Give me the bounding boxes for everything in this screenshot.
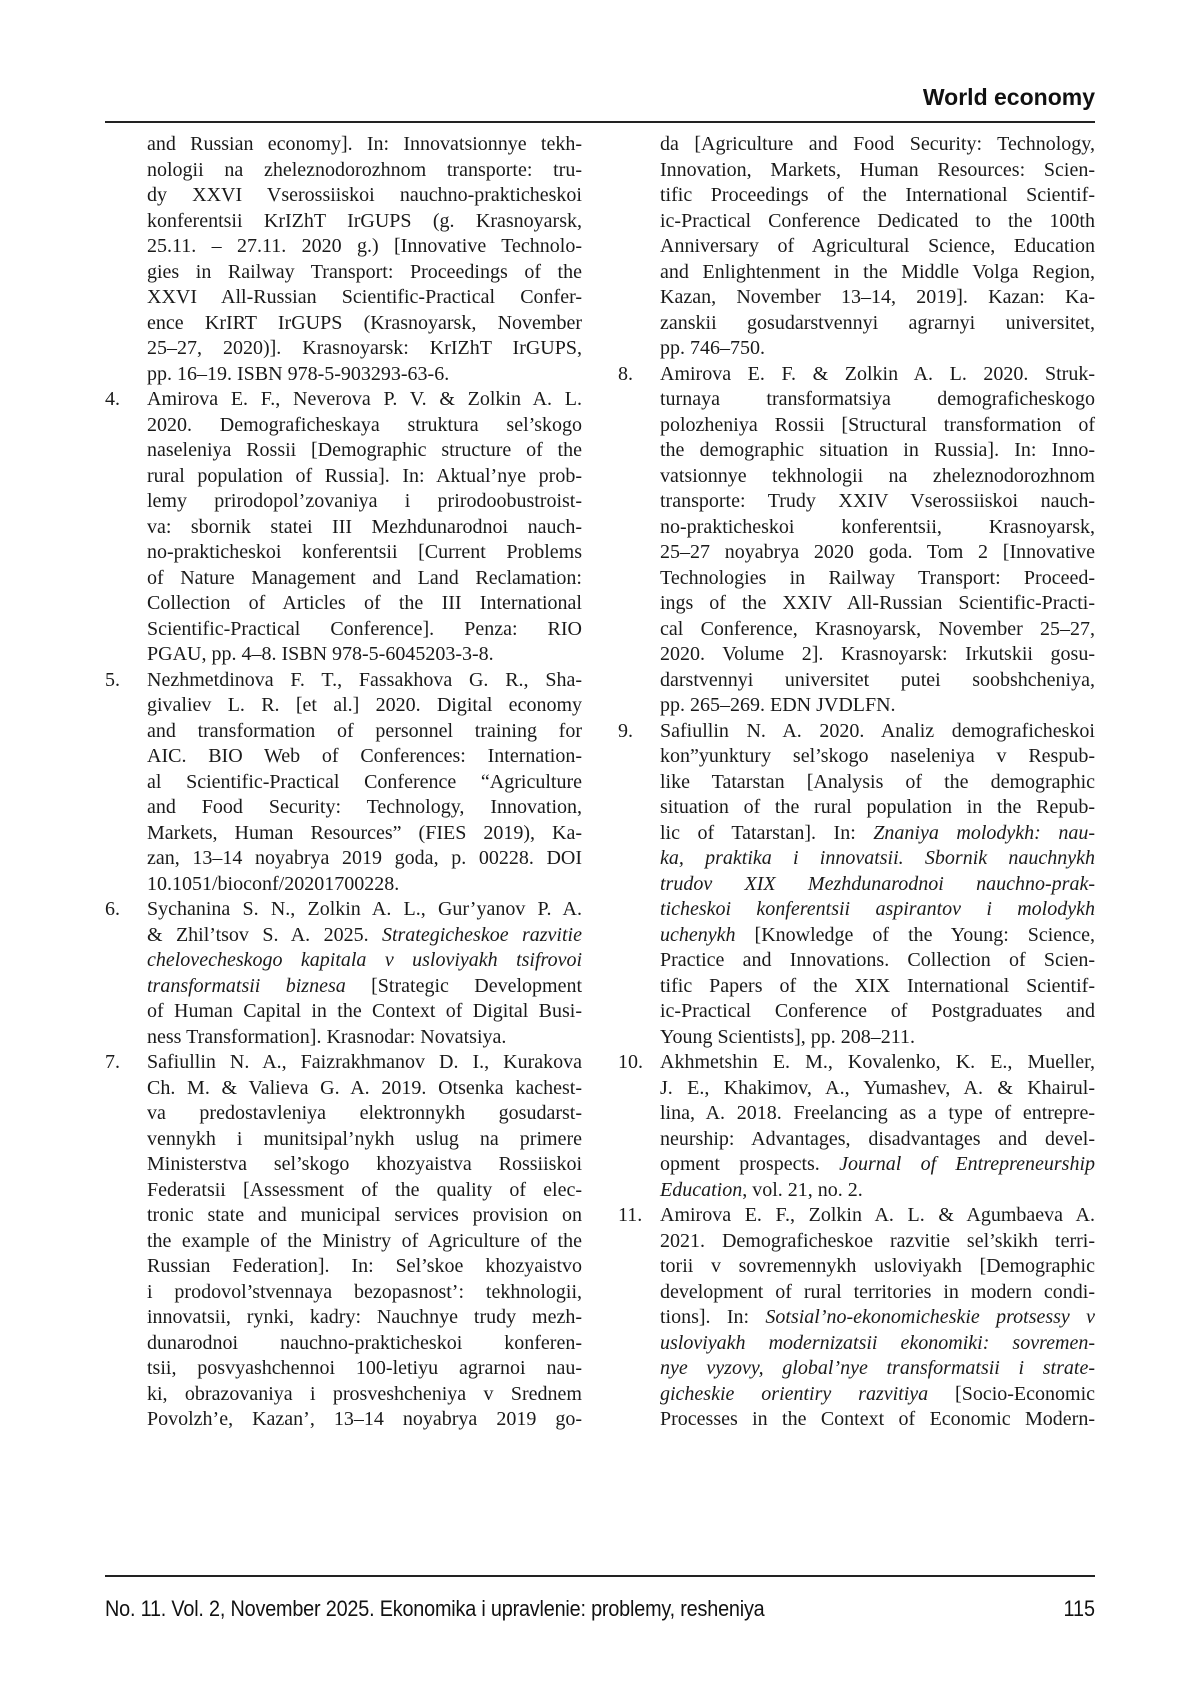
- text-segment: like Tatarstan [Analysis of the demographic: [660, 771, 1095, 793]
- text-segment: Safiullin N. A., Faizrakhmanov D. I., Kurakova: [147, 1051, 582, 1073]
- italic-title-segment: Education: [660, 1179, 742, 1201]
- reference-text-line: [660, 1127, 1095, 1153]
- text-segment: Federatsii [Assessment of the quality of elec-: [147, 1179, 582, 1201]
- text-segment: & Zhil’tsov S. A. 2025.: [147, 924, 382, 946]
- reference-text-line: [660, 362, 1095, 388]
- reference-text-line: [147, 872, 582, 898]
- reference-number: 4.: [105, 387, 120, 413]
- reference-text-line: [660, 1178, 1095, 1204]
- reference-text-line: [147, 1152, 582, 1178]
- text-segment: neurship: Advantages, disadvantages and devel-: [660, 1128, 1095, 1150]
- reference-text-line: [147, 999, 582, 1025]
- text-segment: polozheniya Rossii [Structural transformation of: [660, 414, 1095, 436]
- reference-text-line: [660, 1152, 1095, 1178]
- reference-text-line: [147, 923, 582, 949]
- reference-text-line: [147, 489, 582, 515]
- reference-text-line: [660, 617, 1095, 643]
- reference-text-line: [660, 693, 1095, 719]
- reference-text-line: [147, 413, 582, 439]
- reference-text-line: [660, 1407, 1095, 1433]
- text-segment: innovatsii, rynki, kadry: Nauchnye trudy mezh-: [147, 1306, 582, 1328]
- reference-text-line: [147, 285, 582, 311]
- reference-text-line: [147, 209, 582, 235]
- text-segment: 2021. Demograficheskoe razvitie sel’skikh terri-: [660, 1230, 1095, 1252]
- italic-title-segment: trudov XIX Mezhdunarodnoi nauchno-prak-: [660, 873, 1095, 895]
- italic-title-segment: gicheskie orientiry razvitiya: [660, 1383, 928, 1405]
- text-segment: tific Papers of the XIX International Scientif-: [660, 975, 1095, 997]
- reference-number: 11.: [618, 1203, 642, 1229]
- text-segment: da [Agriculture and Food Security: Technology,: [660, 133, 1095, 155]
- text-segment: kon”yunktury sel’skogo naseleniya v Respub-: [660, 745, 1095, 767]
- reference-text-line: [660, 770, 1095, 796]
- reference-text-line: [147, 1178, 582, 1204]
- reference-text-line: [147, 617, 582, 643]
- text-segment: transporte: Trudy XXIV Vserossiiskoi nauch-: [660, 490, 1095, 512]
- reference-text-line: [660, 948, 1095, 974]
- text-segment: Akhmetshin E. M., Kovalenko, K. E., Mueller,: [660, 1051, 1095, 1073]
- text-segment: Practice and Innovations. Collection of Scien-: [660, 949, 1095, 971]
- text-segment: dunarodnoi nauchno-prakticheskoi konferen-: [147, 1332, 582, 1354]
- reference-text-line: [147, 464, 582, 490]
- text-segment: 25–27 noyabrya 2020 goda. Tom 2 [Innovative: [660, 541, 1095, 563]
- text-segment: ings of the XXIV All-Russian Scientific-Practi-: [660, 592, 1095, 614]
- reference-text-line: [147, 234, 582, 260]
- text-segment: Collection of Articles of the III International: [147, 592, 582, 614]
- reference-item: [618, 1050, 1095, 1203]
- reference-text-line: [147, 719, 582, 745]
- reference-text-line: [147, 1025, 582, 1051]
- references-column-left: [105, 132, 582, 1433]
- reference-text-line: [660, 897, 1095, 923]
- italic-title-segment: Strategicheskoe razvitie: [382, 924, 582, 946]
- italic-title-segment: ka, praktika i innovatsii. Sbornik nauchnykh: [660, 847, 1095, 869]
- text-segment: zan, 13–14 noyabrya 2019 goda, p. 00228. DOI: [147, 847, 582, 869]
- reference-text-line: [660, 234, 1095, 260]
- text-segment: [Socio-Economic: [928, 1383, 1095, 1405]
- reference-text-line: [147, 795, 582, 821]
- text-segment: Povolzh’e, Kazan’, 13–14 noyabrya 2019 go-: [147, 1408, 582, 1430]
- text-segment: no-prakticheskoi konferentsii, Krasnoyarsk,: [660, 516, 1095, 538]
- text-segment: Innovation, Markets, Human Resources: Scien-: [660, 159, 1095, 181]
- reference-item: [105, 668, 582, 898]
- page-number: 115: [1063, 1596, 1095, 1622]
- text-segment: PGAU, pp. 4–8. ISBN 978-5-6045203-3-8.: [147, 643, 494, 665]
- reference-text-line: [147, 1356, 582, 1382]
- text-segment: Sychanina S. N., Zolkin A. L., Gur’yanov P. A.: [147, 898, 582, 920]
- reference-number: 6.: [105, 897, 120, 923]
- text-segment: Scientific-Practical Conference]. Penza: RIO: [147, 618, 582, 640]
- reference-text-line: [147, 744, 582, 770]
- text-segment: darstvennyi universitet putei soobshcheniya,: [660, 669, 1095, 691]
- text-segment: lina, A. 2018. Freelancing as a type of entrepre-: [660, 1102, 1095, 1124]
- text-segment: Technologies in Railway Transport: Proceed-: [660, 567, 1095, 589]
- reference-text-line: [147, 591, 582, 617]
- text-segment: va: sbornik statei III Mezhdunarodnoi nauch-: [147, 516, 582, 538]
- text-segment: 2020. Volume 2]. Krasnoyarsk: Irkutskii gosu-: [660, 643, 1095, 665]
- text-segment: Amirova E. F., Zolkin A. L. & Agumbaeva A.: [660, 1204, 1095, 1226]
- text-segment: 25.11. – 27.11. 2020 g.) [Innovative Technolo-: [147, 235, 582, 257]
- text-segment: Processes in the Context of Economic Modern-: [660, 1408, 1095, 1430]
- journal-info: No. 11. Vol. 2, November 2025. Ekonomika i upravlenie: problemy, resheniya: [105, 1596, 765, 1622]
- reference-text-line: [660, 642, 1095, 668]
- text-segment: konferentsii KrIZhT IrGUPS (g. Krasnoyarsk,: [147, 210, 582, 232]
- text-segment: vatsionnye tekhnologii na zheleznodorozhnom: [660, 465, 1095, 487]
- reference-text-line: [147, 260, 582, 286]
- reference-text-line: [660, 260, 1095, 286]
- reference-text-line: [660, 1050, 1095, 1076]
- reference-item: [618, 719, 1095, 1051]
- text-segment: torii v sovremennykh usloviyakh [Demographic: [660, 1255, 1095, 1277]
- text-segment: naseleniya Rossii [Demographic structure of the: [147, 439, 582, 461]
- text-segment: and Food Security: Technology, Innovation,: [147, 796, 582, 818]
- reference-text-line: [147, 668, 582, 694]
- text-segment: Nezhmetdinova F. T., Fassakhova G. R., Sha-: [147, 669, 582, 691]
- reference-text-line: [660, 311, 1095, 337]
- reference-text-line: [660, 1382, 1095, 1408]
- reference-text-line: [147, 1076, 582, 1102]
- text-segment: of Nature Management and Land Reclamation:: [147, 567, 582, 589]
- reference-text-line: [147, 566, 582, 592]
- text-segment: [Strategic Development: [346, 975, 582, 997]
- reference-text-line: [660, 1229, 1095, 1255]
- text-segment: rural population of Russia]. In: Aktual’nye prob-: [147, 465, 582, 487]
- reference-text-line: [660, 1280, 1095, 1306]
- reference-text-line: [660, 464, 1095, 490]
- reference-text-line: [147, 540, 582, 566]
- text-segment: dy XXVI Vserossiiskoi nauchno-prakticheskoi: [147, 184, 582, 206]
- text-segment: ic-Practical Conference Dedicated to the 100th: [660, 210, 1095, 232]
- text-segment: va predostavleniya elektronnykh gosudarst-: [147, 1102, 582, 1124]
- reference-text-line: [660, 540, 1095, 566]
- reference-text-line: [660, 795, 1095, 821]
- reference-text-line: [147, 1305, 582, 1331]
- reference-text-line: [147, 336, 582, 362]
- reference-text-line: [660, 668, 1095, 694]
- text-segment: AIC. BIO Web of Conferences: Internation-: [147, 745, 582, 767]
- text-segment: Safiullin N. A. 2020. Analiz demograficheskoi: [660, 720, 1095, 742]
- reference-text-line: [660, 285, 1095, 311]
- italic-title-segment: Sotsial’no-ekonomicheskie protsessy v: [765, 1306, 1095, 1328]
- text-segment: situation of the rural population in the Repub-: [660, 796, 1095, 818]
- reference-text-line: [147, 846, 582, 872]
- text-segment: zanskii gosudarstvennyi agrarnyi universitet,: [660, 312, 1095, 334]
- reference-text-line: [660, 1331, 1095, 1357]
- text-segment: ki, obrazovaniya i prosveshcheniya v Srednem: [147, 1383, 582, 1405]
- reference-text-line: [660, 1305, 1095, 1331]
- reference-text-line: [660, 387, 1095, 413]
- reference-text-line: [660, 846, 1095, 872]
- italic-title-segment: usloviyakh modernizatsii ekonomiki: sovremen-: [660, 1332, 1095, 1354]
- text-segment: lic of Tatarstan]. In:: [660, 822, 873, 844]
- text-segment: 2020. Demograficheskaya struktura sel’skogo: [147, 414, 582, 436]
- reference-text-line: [147, 821, 582, 847]
- reference-text-line: [660, 1101, 1095, 1127]
- reference-item: [105, 897, 582, 1050]
- text-segment: 10.1051/bioconf/20201700228.: [147, 873, 399, 895]
- reference-text-line: [147, 1254, 582, 1280]
- reference-text-line: [660, 1356, 1095, 1382]
- reference-text-line: [147, 387, 582, 413]
- reference-text-line: [147, 1127, 582, 1153]
- reference-text-line: [147, 362, 582, 388]
- text-segment: tsii, posvyashchennoi 100-letiyu agrarnoi nau-: [147, 1357, 582, 1379]
- text-segment: pp. 16–19. ISBN 978-5-903293-63-6.: [147, 363, 449, 385]
- section-title: World economy: [923, 84, 1095, 111]
- text-segment: lemy prirodopol’zovaniya i prirodoobustroist-: [147, 490, 582, 512]
- text-segment: Amirova E. F., Neverova P. V. & Zolkin A. L.: [147, 388, 582, 410]
- reference-number: 7.: [105, 1050, 120, 1076]
- header-rule: [105, 121, 1095, 123]
- text-segment: opment prospects.: [660, 1153, 839, 1175]
- reference-text-line: [660, 515, 1095, 541]
- reference-text-line: [660, 183, 1095, 209]
- text-segment: 25–27, 2020)]. Krasnoyarsk: KrIZhT IrGUPS,: [147, 337, 582, 359]
- reference-item: [105, 1050, 582, 1433]
- text-segment: Anniversary of Agricultural Science, Education: [660, 235, 1095, 257]
- reference-text-line: [147, 1382, 582, 1408]
- reference-text-line: [660, 209, 1095, 235]
- reference-text-line: [660, 1203, 1095, 1229]
- reference-text-line: [147, 1203, 582, 1229]
- text-segment: Russian Federation]. In: Sel’skoe khozyaistvo: [147, 1255, 582, 1277]
- reference-text-line: [147, 897, 582, 923]
- text-segment: the demographic situation in Russia]. In: Inno-: [660, 439, 1095, 461]
- reference-number: 5.: [105, 668, 120, 694]
- reference-text-line: [660, 1025, 1095, 1051]
- reference-text-line: [660, 1076, 1095, 1102]
- text-segment: of Human Capital in the Context of Digital Busi-: [147, 1000, 582, 1022]
- reference-text-line: [660, 438, 1095, 464]
- text-segment: al Scientific-Practical Conference “Agriculture: [147, 771, 582, 793]
- text-segment: development of rural territories in modern condi-: [660, 1281, 1095, 1303]
- text-segment: pp. 746–750.: [660, 337, 765, 359]
- reference-text-line: [147, 1331, 582, 1357]
- italic-title-segment: ticheskoi konferentsii aspirantov i molodykh: [660, 898, 1095, 920]
- reference-text-line: [147, 183, 582, 209]
- text-segment: nologii na zheleznodorozhnom transporte: tru-: [147, 159, 582, 181]
- reference-text-line: [147, 132, 582, 158]
- italic-title-segment: uchenykh: [660, 924, 736, 946]
- text-segment: Amirova E. F. & Zolkin A. L. 2020. Struk-: [660, 363, 1095, 385]
- reference-text-line: [660, 566, 1095, 592]
- reference-text-line: [660, 132, 1095, 158]
- reference-text-line: [147, 438, 582, 464]
- reference-text-line: [147, 311, 582, 337]
- text-segment: Young Scientists], pp. 208–211.: [660, 1026, 915, 1048]
- text-segment: tions]. In:: [660, 1306, 765, 1328]
- text-segment: no-prakticheskoi konferentsii [Current Problems: [147, 541, 582, 563]
- text-segment: J. E., Khakimov, A., Yumashev, A. & Khairul-: [660, 1077, 1095, 1099]
- reference-text-line: [660, 999, 1095, 1025]
- italic-title-segment: nye vyzovy, global’nye transformatsii i strate-: [660, 1357, 1095, 1379]
- text-segment: ness Transformation]. Krasnodar: Novatsiya.: [147, 1026, 506, 1048]
- reference-item: [105, 387, 582, 668]
- text-segment: gies in Railway Transport: Proceedings of the: [147, 261, 582, 283]
- text-segment: and Enlightenment in the Middle Volga Region,: [660, 261, 1095, 283]
- reference-text-line: [660, 158, 1095, 184]
- reference-continuation: [105, 132, 582, 387]
- reference-text-line: [147, 158, 582, 184]
- reference-item: [618, 362, 1095, 719]
- reference-text-line: [147, 948, 582, 974]
- reference-number: 10.: [618, 1050, 643, 1076]
- text-segment: and Russian economy]. In: Innovatsionnye tekh-: [147, 133, 582, 155]
- text-segment: Ministerstva sel’skogo khozyaistva Rossiiskoi: [147, 1153, 582, 1175]
- reference-text-line: [147, 1280, 582, 1306]
- reference-text-line: [660, 872, 1095, 898]
- references-column-right: [618, 132, 1095, 1433]
- reference-text-line: [147, 974, 582, 1000]
- reference-text-line: [660, 591, 1095, 617]
- reference-text-line: [660, 719, 1095, 745]
- reference-number: 9.: [618, 719, 633, 745]
- text-segment: givaliev L. R. [et al.] 2020. Digital economy: [147, 694, 582, 716]
- reference-text-line: [660, 413, 1095, 439]
- italic-title-segment: chelovecheskogo kapitala v usloviyakh tsifrovoi: [147, 949, 582, 971]
- text-segment: i prodovol’stvennaya bezopasnost’: tekhnologii,: [147, 1281, 582, 1303]
- reference-item: [618, 1203, 1095, 1433]
- text-segment: Ch. M. & Valieva G. A. 2019. Otsenka kachest-: [147, 1077, 582, 1099]
- footer-rule: [105, 1575, 1095, 1577]
- reference-text-line: [660, 821, 1095, 847]
- text-segment: tronic state and municipal services provision on: [147, 1204, 582, 1226]
- reference-continuation: [618, 132, 1095, 362]
- text-segment: turnaya transformatsiya demograficheskogo: [660, 388, 1095, 410]
- text-segment: ic-Practical Conference of Postgraduates and: [660, 1000, 1095, 1022]
- reference-text-line: [147, 770, 582, 796]
- text-segment: and transformation of personnel training for: [147, 720, 582, 742]
- italic-title-segment: transformatsii biznesa: [147, 975, 346, 997]
- text-segment: Kazan, November 13–14, 2019]. Kazan: Ka-: [660, 286, 1095, 308]
- text-segment: tific Proceedings of the International Scientif-: [660, 184, 1095, 206]
- italic-title-segment: Znaniya molodykh: nau-: [873, 822, 1095, 844]
- text-segment: Markets, Human Resources” (FIES 2019), Ka-: [147, 822, 582, 844]
- italic-title-segment: Journal of Entrepreneurship: [839, 1153, 1095, 1175]
- text-segment: pp. 265–269. EDN JVDLFN.: [660, 694, 896, 716]
- text-segment: vennykh i munitsipal’nykh uslug na primere: [147, 1128, 582, 1150]
- reference-text-line: [660, 923, 1095, 949]
- reference-text-line: [660, 489, 1095, 515]
- reference-text-line: [147, 1050, 582, 1076]
- reference-text-line: [147, 642, 582, 668]
- reference-text-line: [660, 1254, 1095, 1280]
- reference-text-line: [660, 974, 1095, 1000]
- text-segment: [Knowledge of the Young: Science,: [736, 924, 1095, 946]
- reference-number: 8.: [618, 362, 633, 388]
- reference-text-line: [147, 515, 582, 541]
- reference-text-line: [147, 1229, 582, 1255]
- reference-text-line: [147, 1101, 582, 1127]
- text-segment: XXVI All-Russian Scientific-Practical Confer-: [147, 286, 582, 308]
- text-segment: , vol. 21, no. 2.: [742, 1179, 863, 1201]
- reference-text-line: [660, 744, 1095, 770]
- text-segment: the example of the Ministry of Agriculture of the: [147, 1230, 582, 1252]
- text-segment: cal Conference, Krasnoyarsk, November 25–27,: [660, 618, 1095, 640]
- text-segment: ence KrIRT IrGUPS (Krasnoyarsk, November: [147, 312, 582, 334]
- reference-text-line: [147, 1407, 582, 1433]
- reference-text-line: [147, 693, 582, 719]
- reference-text-line: [660, 336, 1095, 362]
